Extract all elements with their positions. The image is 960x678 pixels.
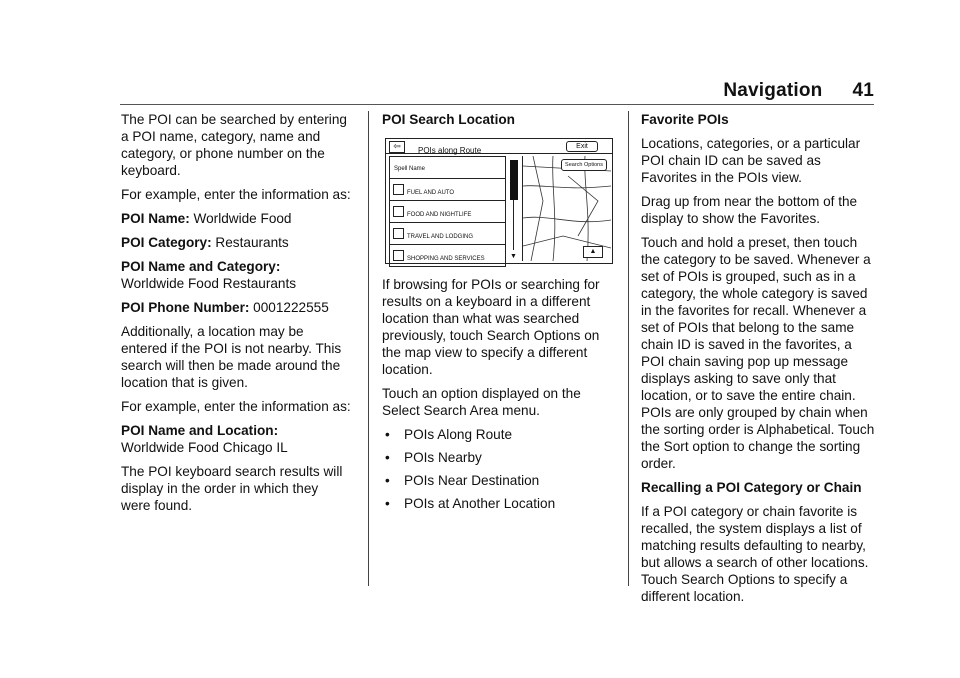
section-title: Navigation (723, 80, 823, 101)
search-area-options (382, 426, 618, 512)
header-rule (120, 104, 874, 105)
section-heading: Recalling a POI Category or Chain (641, 480, 862, 495)
paragraph: Locations, categories, or a particular POI chain ID can be saved as Favorites in the POIs view. (641, 136, 861, 185)
example-poi-name-location: POI Name and Location: Worldwide Food Chicago IL (121, 423, 288, 455)
paragraph: The POI can be searched by entering a POI name, category, name and category, or phone number on the keyboard. (121, 112, 347, 178)
scrollbar (510, 156, 518, 260)
checkbox-icon (393, 228, 404, 239)
exit-button: Exit (566, 141, 598, 152)
paragraph: For example, enter the information as: (121, 187, 351, 202)
scroll-up-icon: ▲ (583, 246, 603, 258)
paragraph: Touch and hold a preset, then touch the category to be saved. Whenever a set of POIs is grouped, such as in a category, the whole category is saved in the favorites for recall. Whenever a set of POIs that belong to the same chain ID is saved in the favorites, a POI chain saving pop up message displays asking to save only that location, or to save the entire chain. POIs are only grouped by chain when the sorting order is Alphabetical. Touch the Sort option to change the sorting order. (641, 235, 875, 471)
example-poi-name: POI Name: Worldwide Food (121, 211, 292, 226)
paragraph: Additionally, a location may be entered if the POI is not nearby. This search will then be made around the location that is given. (121, 324, 342, 390)
example-poi-phone: POI Phone Number: 0001222555 (121, 300, 329, 315)
example-poi-category: POI Category: Restaurants (121, 235, 289, 250)
page-number: 41 (852, 80, 874, 101)
list-item: • POIs Along Route (385, 427, 513, 442)
section-heading: Favorite POIs (641, 112, 729, 127)
list-item: FOOD AND NIGHTLIFE (389, 201, 506, 223)
section-heading: POI Search Location (382, 112, 515, 127)
checkbox-icon (393, 184, 404, 195)
list-item: TRAVEL AND LODGING (389, 223, 506, 245)
list-item: • POIs Near Destination (385, 473, 540, 488)
list-item: • POIs Nearby (385, 450, 482, 465)
checkbox-icon (393, 206, 404, 217)
paragraph: If a POI category or chain favorite is recalled, the system displays a list of matching results defaulting to nearby, but allows a search of other locations. Touch Search Options to specify a different location. (641, 504, 869, 604)
figure-title-bar (386, 139, 612, 154)
paragraph: If browsing for POIs or searching for results on a keyboard in a different location than what was searched previously, touch Search Options on the map view to specify a different location. (382, 277, 600, 377)
paragraph: The POI keyboard search results will display in the order in which they were found. (121, 464, 343, 513)
list-item: FUEL AND AUTO (389, 179, 506, 201)
column-1 (121, 111, 351, 521)
paragraph: For example, enter the information as: (121, 399, 351, 414)
column-3 (641, 111, 877, 612)
poi-screen-figure (385, 138, 613, 264)
column-2 (382, 111, 618, 518)
figure-title: POIs along Route (418, 146, 482, 155)
search-options-button: Search Options (561, 159, 607, 171)
paragraph: Drag up from near the bottom of the display to show the Favorites. (641, 194, 858, 226)
page-header (723, 80, 874, 102)
back-arrow-icon: ⇦ (389, 141, 405, 153)
list-item: SHOPPING AND SERVICES (389, 245, 506, 267)
list-item: • POIs at Another Location (385, 496, 556, 511)
category-list (389, 156, 506, 267)
example-poi-name-category: POI Name and Category: Worldwide Food Restaurants (121, 259, 297, 291)
checkbox-icon (393, 250, 404, 261)
scroll-thumb (510, 160, 518, 200)
column-divider-1 (368, 111, 369, 586)
map-view (522, 156, 611, 261)
paragraph: Touch an option displayed on the Select Search Area menu. (382, 386, 581, 418)
column-divider-2 (628, 111, 629, 586)
scroll-down-icon: ▼ (510, 253, 517, 260)
list-item: Spell Name (389, 156, 506, 179)
